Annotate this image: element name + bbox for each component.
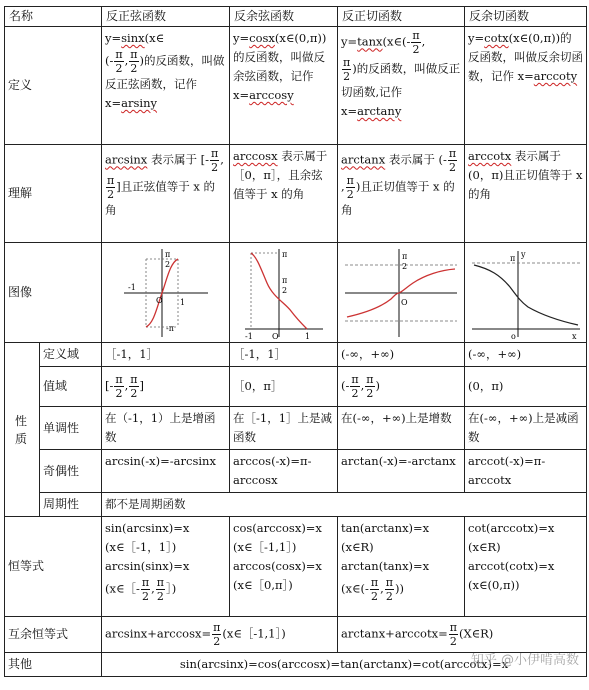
origin-label: O: [155, 295, 163, 305]
periodicity-label: 周期性: [40, 493, 102, 517]
text: 表示属于 [-: [147, 152, 209, 167]
monotonicity-row: [5, 407, 587, 450]
fraction: [212, 621, 221, 648]
term-arccotx: arccotx: [468, 149, 512, 163]
tick-2: 2: [164, 259, 170, 269]
periodicity-text: 都不是周期函数: [102, 493, 587, 517]
text: (x∈: [144, 31, 165, 45]
fraction: [129, 48, 138, 75]
header-arctan: 反正切函数: [338, 7, 465, 27]
text: tan(arctanx)=x: [341, 521, 430, 535]
domain-arcsin: ［-1，1］: [102, 343, 230, 367]
fraction: [156, 576, 165, 603]
range-label: 值域: [40, 367, 102, 407]
properties-label: [5, 343, 40, 517]
numerator: π: [213, 621, 221, 634]
numerator: π: [370, 576, 379, 589]
denominator: 2: [449, 635, 457, 648]
text: ,: [151, 581, 155, 596]
text: ]且正弦值等于 x 的角: [105, 179, 216, 217]
x-axis-label: x: [571, 331, 577, 341]
fraction: [350, 373, 359, 400]
text: (x∈R): [468, 540, 501, 554]
denominator: 2: [107, 188, 115, 201]
inverse-trig-table: [4, 6, 587, 677]
denominator: 2: [351, 387, 359, 400]
numerator: π: [156, 576, 165, 589]
fraction: [210, 147, 219, 174]
complementary-row: [5, 617, 587, 653]
tick-2: 2: [402, 261, 408, 271]
term-tanx: tanx: [357, 34, 383, 49]
graph-arccos: [230, 243, 338, 343]
term-arccosy: arccosy: [249, 88, 294, 102]
domain-arccot: (-∞，+∞): [465, 343, 587, 367]
text: ,: [124, 378, 129, 393]
text: arcsin(sinx)=x: [105, 559, 190, 573]
arccos-graph: [239, 245, 329, 341]
fraction: [342, 56, 351, 83]
text: y=: [341, 34, 358, 49]
domain-arccos: ［-1，1］: [230, 343, 338, 367]
header-arcsin: 反正弦函数: [102, 7, 230, 27]
origin-label: o: [510, 331, 516, 341]
text: )且正切值等于 x 的角: [341, 179, 455, 217]
fraction: [346, 174, 355, 201]
text: ,: [360, 378, 365, 393]
monotonicity-arccos: 在［-1，1］上是减函数: [230, 407, 338, 450]
denominator: 2: [346, 188, 354, 201]
numerator: π: [351, 373, 359, 386]
numerator: π: [130, 373, 138, 386]
tick-neg-pi: -π: [165, 323, 174, 333]
denominator: 2: [366, 387, 374, 400]
graph-row: [5, 243, 587, 343]
numerator: π: [448, 147, 457, 160]
denominator: 2: [385, 590, 393, 603]
text: ): [375, 378, 381, 393]
parity-row: [5, 450, 587, 493]
tick-pi: π: [281, 275, 287, 285]
graph-arcsin: [102, 243, 230, 343]
denominator: 2: [213, 635, 221, 648]
complementary-left: [102, 617, 338, 653]
identity-arccos: [230, 517, 338, 617]
range-arctan: [338, 367, 465, 407]
term-sinx: sinx: [121, 31, 145, 45]
text: arctanx+arccotx=: [341, 626, 448, 641]
term-arctanx: arctanx: [341, 152, 386, 167]
term-arsiny: arsiny: [121, 96, 157, 110]
numerator: π: [366, 373, 374, 386]
monotonicity-arcsin: 在（-1，1）上是增函数: [102, 407, 230, 450]
header-name: 名称: [5, 7, 102, 27]
numerator: π: [343, 56, 351, 69]
term-arctany: arctany: [357, 104, 402, 118]
term-arcsinx: arcsinx: [105, 152, 148, 167]
understanding-arcsin: [102, 145, 230, 243]
text: )): [395, 581, 404, 596]
term-arccoty: arccoty: [533, 69, 578, 83]
parity-arcsin: arcsin(-x)=-arcsinx: [102, 450, 230, 493]
text: (x∈［-1,1］): [222, 626, 286, 641]
denominator: 2: [115, 62, 123, 75]
tick-pi: π: [164, 249, 170, 259]
text: ,: [341, 179, 345, 194]
header-arccos: 反余弦函数: [230, 7, 338, 27]
fraction: [449, 621, 458, 648]
origin-label: O: [401, 297, 408, 307]
text: (x∈(0,π))的反函数，叫做反余弦函数，记作 x=: [233, 31, 327, 102]
definition-row: [5, 27, 587, 145]
numerator: π: [141, 576, 150, 589]
understanding-arccos: [230, 145, 338, 243]
understanding-row: [5, 145, 587, 243]
text: (-: [105, 53, 114, 68]
arccot-curve: [474, 265, 578, 325]
y-axis-label: y: [520, 249, 526, 259]
complementary-right: [338, 617, 587, 653]
term-cosx: cosx: [249, 31, 275, 45]
numerator: π: [107, 174, 115, 187]
identity-label: 恒等式: [5, 517, 102, 617]
numerator: π: [210, 147, 219, 160]
monotonicity-arccot: 在(-∞，+∞)上是减函数: [465, 407, 587, 450]
monotonicity-arctan: 在(-∞，+∞)上是增数: [338, 407, 465, 450]
definition-arccot: [465, 27, 587, 145]
text: cot(arccotx)=x: [468, 521, 555, 535]
text: y=: [468, 31, 485, 45]
fraction: [370, 576, 379, 603]
term-arccosx: arccosx: [233, 149, 278, 163]
complementary-label: 互余恒等式: [5, 617, 102, 653]
header-arccot: 反余切函数: [465, 7, 587, 27]
tick-pi: π: [281, 249, 287, 259]
fraction: [448, 147, 457, 174]
range-arccot: (0，π): [465, 367, 587, 407]
parity-label: 奇偶性: [40, 450, 102, 493]
text: (X∈R): [458, 626, 494, 641]
text: arccos(cosx)=x: [233, 559, 322, 573]
header-row: [5, 7, 587, 27]
tick-1: 1: [304, 331, 310, 341]
range-row: [5, 367, 587, 407]
text: (x∈(-: [341, 581, 369, 596]
range-arcsin: [102, 367, 230, 407]
text: (x∈(0,π)): [468, 578, 520, 592]
understanding-arctan: [338, 145, 465, 243]
text: ]: [139, 378, 145, 393]
other-text: sin(arcsinx)=cos(arccosx)=tan(arctanx)=cot(arccotx)=x: [102, 653, 587, 677]
text: )的反函数，叫做反正切函数,记作 x=: [341, 61, 461, 118]
definition-arccos: [230, 27, 338, 145]
graph-arctan: [338, 243, 465, 343]
numerator: π: [449, 621, 457, 634]
text: (-: [341, 378, 350, 393]
denominator: 2: [130, 62, 138, 75]
text: ,: [380, 581, 384, 596]
identity-arccot: [465, 517, 587, 617]
identity-arctan: [338, 517, 465, 617]
origin-label: O: [271, 331, 279, 341]
properties-text: 性质: [15, 413, 28, 446]
denominator: 2: [130, 387, 138, 400]
text: (x∈［-1,1］): [233, 540, 297, 554]
text: ,: [124, 53, 129, 68]
graph-arccot: [465, 243, 587, 343]
text: arcsinx+arccosx=: [105, 626, 212, 641]
text: ］): [166, 581, 177, 596]
identity-arcsin: [102, 517, 230, 617]
denominator: 2: [448, 161, 456, 174]
text: ,: [421, 34, 426, 49]
domain-label: 定义域: [40, 343, 102, 367]
tick-neg1: -1: [244, 331, 253, 341]
definition-label: 定义: [5, 27, 102, 145]
domain-row: [5, 343, 587, 367]
numerator: π: [412, 29, 420, 42]
text: sin(arcsinx)=x: [105, 521, 190, 535]
numerator: π: [115, 48, 123, 61]
text: ,: [220, 152, 224, 167]
denominator: 2: [370, 590, 378, 603]
text: 表示属于［0，π］，且余弦值等于 x 的角: [233, 149, 328, 201]
numerator: π: [130, 48, 138, 61]
text: (x∈［0,π］): [233, 578, 293, 592]
definition-arcsin: [102, 27, 230, 145]
fraction: [129, 373, 138, 400]
text: (x∈(0,π))的反函数，叫做反余切函数，记作 x=: [468, 31, 584, 83]
text: (x∈R): [341, 540, 374, 554]
tick-neg1: -1: [127, 282, 136, 292]
identity-row: [5, 517, 587, 617]
tick-pi: π: [402, 251, 408, 261]
tick-2: 2: [281, 285, 287, 295]
fraction: [114, 373, 123, 400]
range-arccos: ［0，π］: [230, 367, 338, 407]
parity-arccot: arccot(-x)=π-arccotx: [465, 450, 587, 493]
text: 表示属于 (-: [385, 152, 447, 167]
domain-arctan: (-∞，+∞): [338, 343, 465, 367]
parity-arccos: arccos(-x)=π-arccosx: [230, 450, 338, 493]
understanding-arccot: [465, 145, 587, 243]
understanding-label: 理解: [5, 145, 102, 243]
definition-arctan: [338, 27, 465, 145]
denominator: 2: [156, 590, 164, 603]
text: [-: [105, 378, 114, 393]
fraction: [114, 48, 123, 75]
text: cos(arccosx)=x: [233, 521, 322, 535]
denominator: 2: [343, 70, 351, 83]
text: arctan(tanx)=x: [341, 559, 430, 573]
text: arccot(cotx)=x: [468, 559, 555, 573]
numerator: π: [115, 373, 123, 386]
graph-label: 图像: [5, 243, 102, 343]
text: y=: [233, 31, 250, 45]
fraction: [411, 29, 420, 56]
parity-arctan: arctan(-x)=-arctanx: [338, 450, 465, 493]
watermark: 知乎 @小伊啃高数: [470, 653, 579, 668]
text: (x∈［-1，1］): [105, 540, 177, 554]
fraction: [106, 174, 115, 201]
denominator: 2: [115, 387, 123, 400]
monotonicity-label: 单调性: [40, 407, 102, 450]
text: )的反函数，叫做反正弦函数，记作 x=: [105, 53, 225, 110]
tick-1: 1: [179, 297, 185, 307]
numerator: π: [346, 174, 354, 187]
text: y=: [105, 31, 122, 45]
arctan-graph: [341, 245, 461, 341]
other-label: 其他: [5, 653, 102, 677]
term-cotx: cotx: [484, 31, 509, 45]
text: 表示属于 (0，π)且正切值等于 x 的角: [468, 149, 583, 201]
fraction: [365, 373, 374, 400]
fraction: [385, 576, 394, 603]
denominator: 2: [211, 161, 219, 174]
text: (x∈［-: [105, 581, 140, 596]
tick-pi: π: [509, 253, 515, 263]
arcsin-graph: [116, 245, 216, 341]
periodicity-row: [5, 493, 587, 517]
numerator: π: [385, 576, 393, 589]
text: (x∈(-: [382, 34, 411, 49]
fraction: [141, 576, 150, 603]
arccot-graph: [468, 245, 584, 341]
denominator: 2: [412, 43, 420, 56]
denominator: 2: [142, 590, 149, 603]
